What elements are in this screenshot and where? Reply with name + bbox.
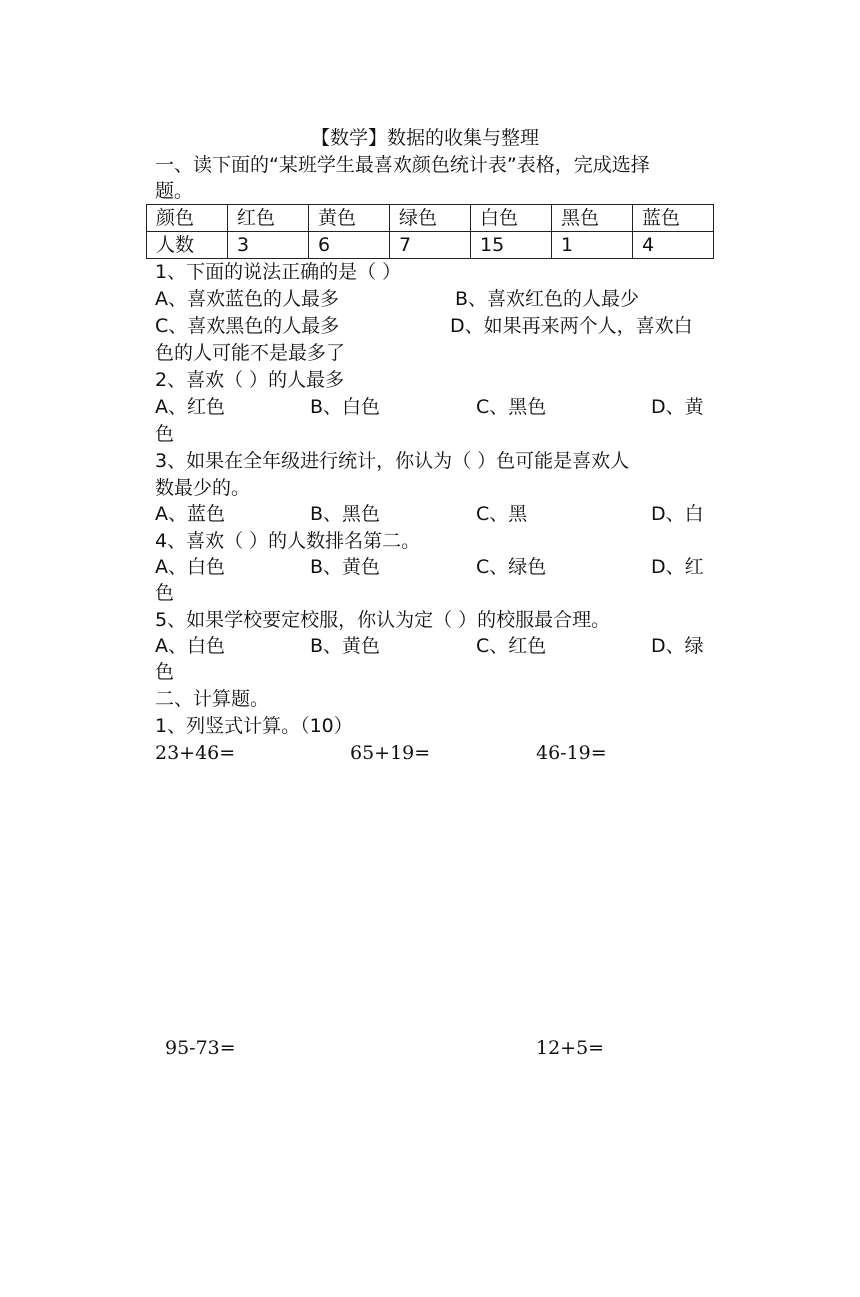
q5-option-d: D、绿	[651, 635, 704, 657]
table-cell: 白色	[471, 205, 552, 232]
q5-option-b: B、黄色	[310, 635, 381, 657]
q2-option-c: C、黑色	[476, 396, 547, 418]
q2-stem: 2、喜欢（ ）的人最多	[155, 369, 345, 391]
q3-option-a: A、蓝色	[155, 503, 225, 525]
table-cell: 人数	[147, 232, 228, 259]
q3-stem: 3、如果在全年级进行统计，你认为（ ）色可能是喜欢人	[155, 450, 630, 472]
q2-option-a: A、红色	[155, 396, 225, 418]
calc-problem: 95-73=	[165, 1037, 236, 1059]
table-row	[147, 205, 714, 232]
color-stats-table	[146, 204, 714, 259]
q3-option-d: D、白	[651, 503, 704, 525]
q1-option-c: C、喜欢黑色的人最多	[155, 315, 340, 337]
q4-option-d: D、红	[651, 556, 704, 578]
table-cell: 蓝色	[633, 205, 714, 232]
q3-stem-cont: 数最少的。	[155, 477, 251, 499]
q1-stem: 1、下面的说法正确的是（ ）	[155, 261, 402, 283]
q3-option-c: C、黑	[476, 503, 528, 525]
table-cell: 颜色	[147, 205, 228, 232]
q1-option-d-cont: 色的人可能不是最多了	[155, 342, 346, 364]
table-cell: 7	[390, 232, 471, 259]
q1-option-a: A、喜欢蓝色的人最多	[155, 288, 339, 310]
q4-stem: 4、喜欢（ ）的人数排名第二。	[155, 530, 421, 552]
section2-sub1: 1、列竖式计算。（10）	[155, 715, 353, 737]
table-cell: 1	[552, 232, 633, 259]
q4-option-a: A、白色	[155, 556, 225, 578]
page-title: 【数学】数据的收集与整理	[311, 127, 540, 149]
section1-heading: 一、读下面的“某班学生最喜欢颜色统计表”表格，完成选择	[155, 154, 650, 176]
table-cell: 4	[633, 232, 714, 259]
q1-option-d: D、如果再来两个人，喜欢白	[450, 315, 693, 337]
q5-option-d-cont: 色	[155, 661, 175, 683]
q4-option-d-cont: 色	[155, 582, 175, 604]
q4-option-b: B、黄色	[310, 556, 381, 578]
q3-option-b: B、黑色	[310, 503, 381, 525]
q2-option-d-cont: 色	[155, 423, 175, 445]
calc-problem: 12+5=	[536, 1037, 605, 1059]
table-cell: 黑色	[552, 205, 633, 232]
table-row	[147, 232, 714, 259]
section1-heading-cont: 题。	[155, 180, 194, 202]
q4-option-c: C、绿色	[476, 556, 547, 578]
q5-stem: 5、如果学校要定校服，你认为定（ ）的校服最合理。	[155, 609, 611, 631]
table-cell: 黄色	[309, 205, 390, 232]
table-cell: 6	[309, 232, 390, 259]
q5-option-c: C、红色	[476, 635, 547, 657]
calc-problem: 46-19=	[536, 742, 607, 764]
q5-option-a: A、白色	[155, 635, 225, 657]
table-cell: 绿色	[390, 205, 471, 232]
table-cell: 15	[471, 232, 552, 259]
calc-problem: 65+19=	[350, 742, 431, 764]
table-cell: 3	[228, 232, 309, 259]
section2-heading: 二、计算题。	[155, 688, 270, 710]
calc-problem: 23+46=	[155, 742, 236, 764]
q2-option-b: B、白色	[310, 396, 381, 418]
q2-option-d: D、黄	[651, 396, 704, 418]
q1-option-b: B、喜欢红色的人最少	[455, 288, 640, 310]
table-cell: 红色	[228, 205, 309, 232]
